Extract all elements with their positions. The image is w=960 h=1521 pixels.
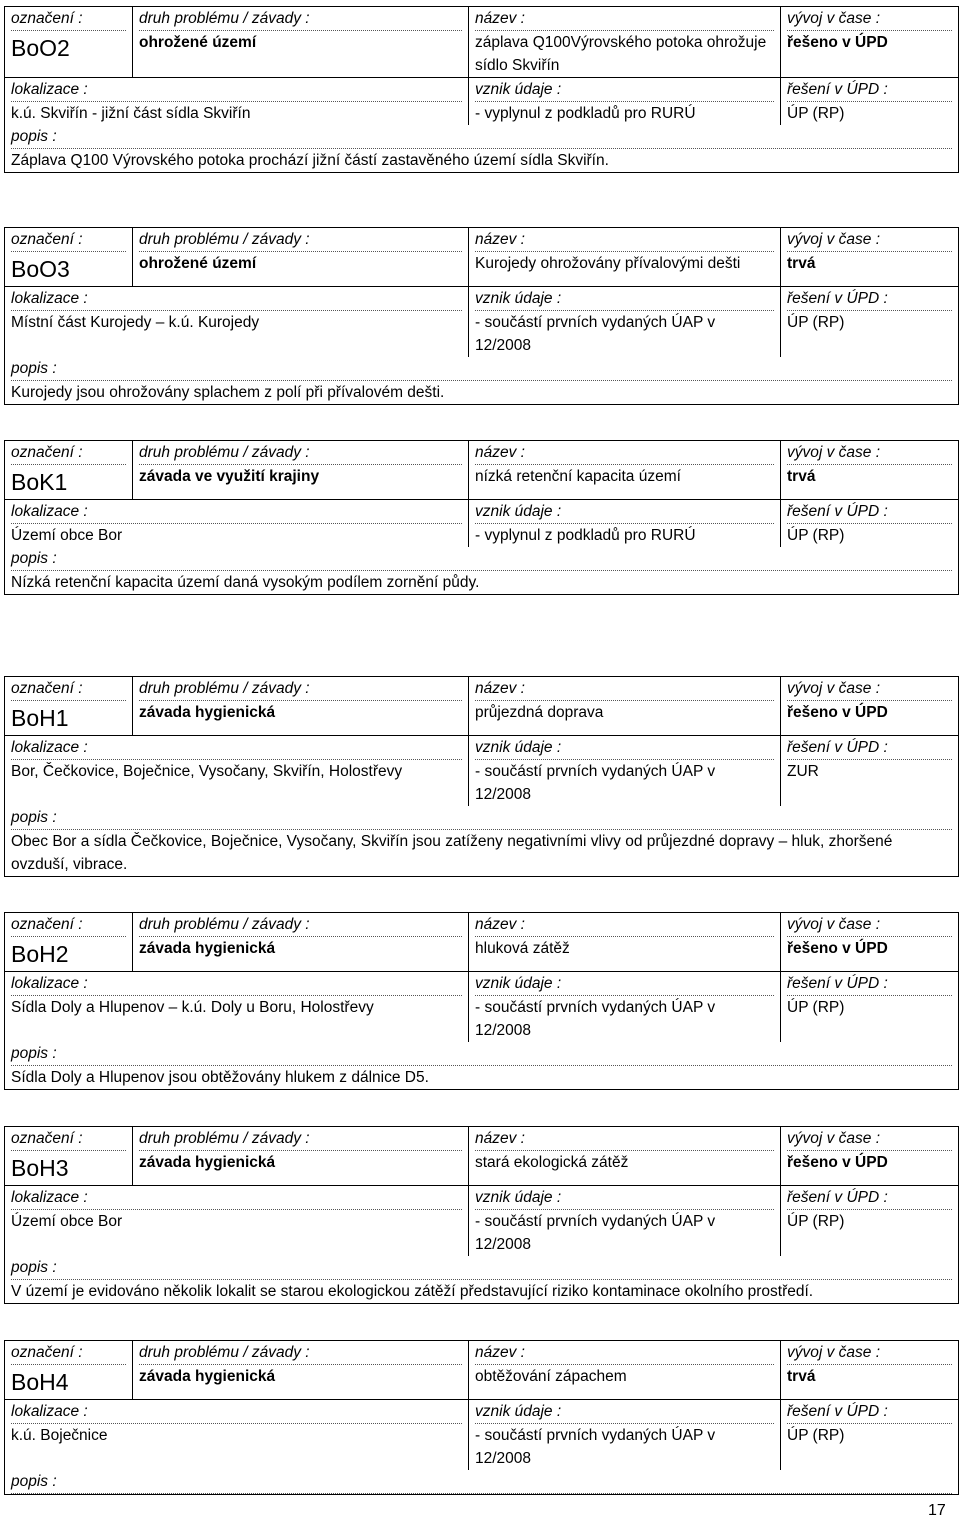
- record-type: závada hygienická: [139, 1154, 276, 1171]
- oznaceni-label: označení :: [11, 1341, 126, 1365]
- nazev-label: název :: [475, 1127, 774, 1151]
- nazev-label: název :: [475, 228, 774, 252]
- lokalizace-label: lokalizace :: [11, 287, 462, 311]
- vznik-label: vznik údaje :: [475, 78, 774, 102]
- record-header-row: [5, 677, 959, 736]
- record-description: Záplava Q100 Výrovského potoka prochází jižní částí zastavěného území sídla Skviřín.: [11, 152, 609, 169]
- record-code: BoH4: [11, 1369, 69, 1395]
- druh-label: druh problému / závady :: [139, 1127, 462, 1151]
- record-description: Sídla Doly a Hlupenov jsou obtěžovány hlukem z dálnice D5.: [11, 1069, 429, 1086]
- lokalizace-label: lokalizace :: [11, 1186, 462, 1210]
- record-description: Kurojedy jsou ohrožovány splachem z polí při přívalovém dešti.: [11, 384, 445, 401]
- oznaceni-label: označení :: [11, 1127, 126, 1151]
- record-type: závada hygienická: [139, 1368, 276, 1385]
- vyvoj-label: vývoj v čase :: [787, 913, 952, 937]
- record-solution: ÚP (RP): [787, 1213, 845, 1230]
- record-name: nízká retenční kapacita území: [475, 468, 681, 485]
- nazev-label: název :: [475, 441, 774, 465]
- record-trend: trvá: [787, 468, 816, 485]
- record-trend: řešeno v ÚPD: [787, 1154, 888, 1171]
- oznaceni-label: označení :: [11, 228, 126, 252]
- record-description-row: [5, 1470, 959, 1495]
- record-type: závada hygienická: [139, 940, 276, 957]
- record-table: [4, 6, 959, 173]
- record-name: obtěžování zápachem: [475, 1368, 627, 1385]
- vyvoj-label: vývoj v čase :: [787, 1341, 952, 1365]
- nazev-label: název :: [475, 7, 774, 31]
- lokalizace-label: lokalizace :: [11, 736, 462, 760]
- record-name: průjezdná doprava: [475, 704, 604, 721]
- record-location: Území obce Bor: [11, 527, 123, 544]
- record-code: BoO2: [11, 35, 70, 61]
- reseni-label: řešení v ÚPD :: [787, 1400, 952, 1424]
- page-number: 17: [928, 1502, 946, 1519]
- record-name: hluková zátěž: [475, 940, 570, 957]
- record-table: [4, 912, 959, 1090]
- record-source: - součástí prvních vydaných ÚAP v 12/2008: [475, 763, 716, 803]
- record-location: Místní část Kurojedy – k.ú. Kurojedy: [11, 314, 260, 331]
- record-location-row: [5, 1186, 959, 1257]
- vznik-label: vznik údaje :: [475, 287, 774, 311]
- popis-label: popis :: [11, 806, 952, 830]
- record-location-row: [5, 287, 959, 358]
- record-header-row: [5, 7, 959, 78]
- record-description-row: [5, 806, 959, 877]
- record-code: BoO3: [11, 256, 70, 282]
- record-source: - vyplynul z podkladů pro RURÚ: [475, 105, 696, 122]
- record-description-row: [5, 547, 959, 595]
- record-location-row: [5, 736, 959, 807]
- druh-label: druh problému / závady :: [139, 441, 462, 465]
- record-code: BoH2: [11, 941, 69, 967]
- nazev-label: název :: [475, 1341, 774, 1365]
- record-source: - součástí prvních vydaných ÚAP v 12/2008: [475, 999, 716, 1039]
- reseni-label: řešení v ÚPD :: [787, 1186, 952, 1210]
- record-table: [4, 1126, 959, 1304]
- record-code: BoH3: [11, 1155, 69, 1181]
- record-solution: ÚP (RP): [787, 105, 845, 122]
- lokalizace-label: lokalizace :: [11, 78, 462, 102]
- vyvoj-label: vývoj v čase :: [787, 7, 952, 31]
- record-type: závada hygienická: [139, 704, 276, 721]
- record-source: - součástí prvních vydaných ÚAP v 12/2008: [475, 314, 716, 354]
- record-code: BoK1: [11, 469, 68, 495]
- nazev-label: název :: [475, 913, 774, 937]
- vznik-label: vznik údaje :: [475, 1400, 774, 1424]
- record-trend: řešeno v ÚPD: [787, 34, 888, 51]
- record-location-row: [5, 1400, 959, 1471]
- popis-label: popis :: [11, 1256, 952, 1280]
- record-table: [4, 227, 959, 405]
- record-name: stará ekologická zátěž: [475, 1154, 629, 1171]
- popis-label: popis :: [11, 357, 952, 381]
- reseni-label: řešení v ÚPD :: [787, 287, 952, 311]
- vyvoj-label: vývoj v čase :: [787, 677, 952, 701]
- druh-label: druh problému / závady :: [139, 677, 462, 701]
- record-location: Bor, Čečkovice, Boječnice, Vysočany, Skviřín, Holostřevy: [11, 763, 403, 780]
- record-location-row: [5, 500, 959, 548]
- oznaceni-label: označení :: [11, 441, 126, 465]
- nazev-label: název :: [475, 677, 774, 701]
- lokalizace-label: lokalizace :: [11, 1400, 462, 1424]
- record-description-row: [5, 1042, 959, 1090]
- vyvoj-label: vývoj v čase :: [787, 441, 952, 465]
- record-solution: ÚP (RP): [787, 1427, 845, 1444]
- record-name: záplava Q100Výrovského potoka ohrožuje sídlo Skviřín: [475, 34, 767, 74]
- record-header-row: [5, 228, 959, 287]
- record-description-row: [5, 125, 959, 173]
- druh-label: druh problému / závady :: [139, 7, 462, 31]
- record-description-row: [5, 357, 959, 405]
- vyvoj-label: vývoj v čase :: [787, 1127, 952, 1151]
- record-code: BoH1: [11, 705, 69, 731]
- record-solution: ÚP (RP): [787, 314, 845, 331]
- record-source: - součástí prvních vydaných ÚAP v 12/2008: [475, 1427, 716, 1467]
- problem-record: [4, 440, 958, 595]
- lokalizace-label: lokalizace :: [11, 500, 462, 524]
- record-source: - vyplynul z podkladů pro RURÚ: [475, 527, 696, 544]
- oznaceni-label: označení :: [11, 913, 126, 937]
- problem-record: [4, 6, 958, 173]
- record-location: k.ú. Skviřín - jižní část sídla Skviřín: [11, 105, 251, 122]
- record-trend: trvá: [787, 255, 816, 272]
- vznik-label: vznik údaje :: [475, 1186, 774, 1210]
- reseni-label: řešení v ÚPD :: [787, 736, 952, 760]
- record-description: V území je evidováno několik lokalit se starou ekologickou zátěží představující riziko kontaminace okolního prostředí.: [11, 1283, 814, 1300]
- popis-label: popis :: [11, 1470, 952, 1494]
- record-table: [4, 1340, 959, 1495]
- record-description-row: [5, 1256, 959, 1304]
- reseni-label: řešení v ÚPD :: [787, 78, 952, 102]
- record-table: [4, 440, 959, 595]
- record-location: k.ú. Boječnice: [11, 1427, 108, 1444]
- record-header-row: [5, 913, 959, 972]
- record-description: Nízká retenční kapacita území daná vysokým podílem zornění půdy.: [11, 574, 480, 591]
- druh-label: druh problému / závady :: [139, 913, 462, 937]
- record-description: Obec Bor a sídla Čečkovice, Boječnice, Vysočany, Skviřín jsou zatíženy negativními vlivy od průjezdné dopravy – hluk, zhoršené ovzduší, vibrace.: [11, 833, 893, 873]
- record-type: závada ve využití krajiny: [139, 468, 320, 485]
- vznik-label: vznik údaje :: [475, 736, 774, 760]
- popis-label: popis :: [11, 125, 952, 149]
- record-location-row: [5, 78, 959, 126]
- record-location-row: [5, 972, 959, 1043]
- vznik-label: vznik údaje :: [475, 500, 774, 524]
- record-trend: řešeno v ÚPD: [787, 704, 888, 721]
- record-location: Sídla Doly a Hlupenov – k.ú. Doly u Boru, Holostřevy: [11, 999, 374, 1016]
- record-source: - součástí prvních vydaných ÚAP v 12/2008: [475, 1213, 716, 1253]
- problem-record: [4, 676, 958, 877]
- record-table: [4, 676, 959, 877]
- vznik-label: vznik údaje :: [475, 972, 774, 996]
- popis-label: popis :: [11, 1042, 952, 1066]
- druh-label: druh problému / závady :: [139, 228, 462, 252]
- record-header-row: [5, 1127, 959, 1186]
- oznaceni-label: označení :: [11, 677, 126, 701]
- oznaceni-label: označení :: [11, 7, 126, 31]
- record-solution: ÚP (RP): [787, 999, 845, 1016]
- problem-record: [4, 1340, 958, 1495]
- record-type: ohrožené území: [139, 255, 257, 272]
- problem-record: [4, 227, 958, 405]
- problem-record: [4, 912, 958, 1090]
- problem-record: [4, 1126, 958, 1304]
- vyvoj-label: vývoj v čase :: [787, 228, 952, 252]
- lokalizace-label: lokalizace :: [11, 972, 462, 996]
- record-type: ohrožené území: [139, 34, 257, 51]
- record-name: Kurojedy ohrožovány přívalovými dešti: [475, 255, 741, 272]
- record-trend: trvá: [787, 1368, 816, 1385]
- record-trend: řešeno v ÚPD: [787, 940, 888, 957]
- druh-label: druh problému / závady :: [139, 1341, 462, 1365]
- popis-label: popis :: [11, 547, 952, 571]
- record-location: Území obce Bor: [11, 1213, 123, 1230]
- record-solution: ÚP (RP): [787, 527, 845, 544]
- record-header-row: [5, 1341, 959, 1400]
- record-solution: ZUR: [787, 763, 819, 780]
- reseni-label: řešení v ÚPD :: [787, 500, 952, 524]
- reseni-label: řešení v ÚPD :: [787, 972, 952, 996]
- record-header-row: [5, 441, 959, 500]
